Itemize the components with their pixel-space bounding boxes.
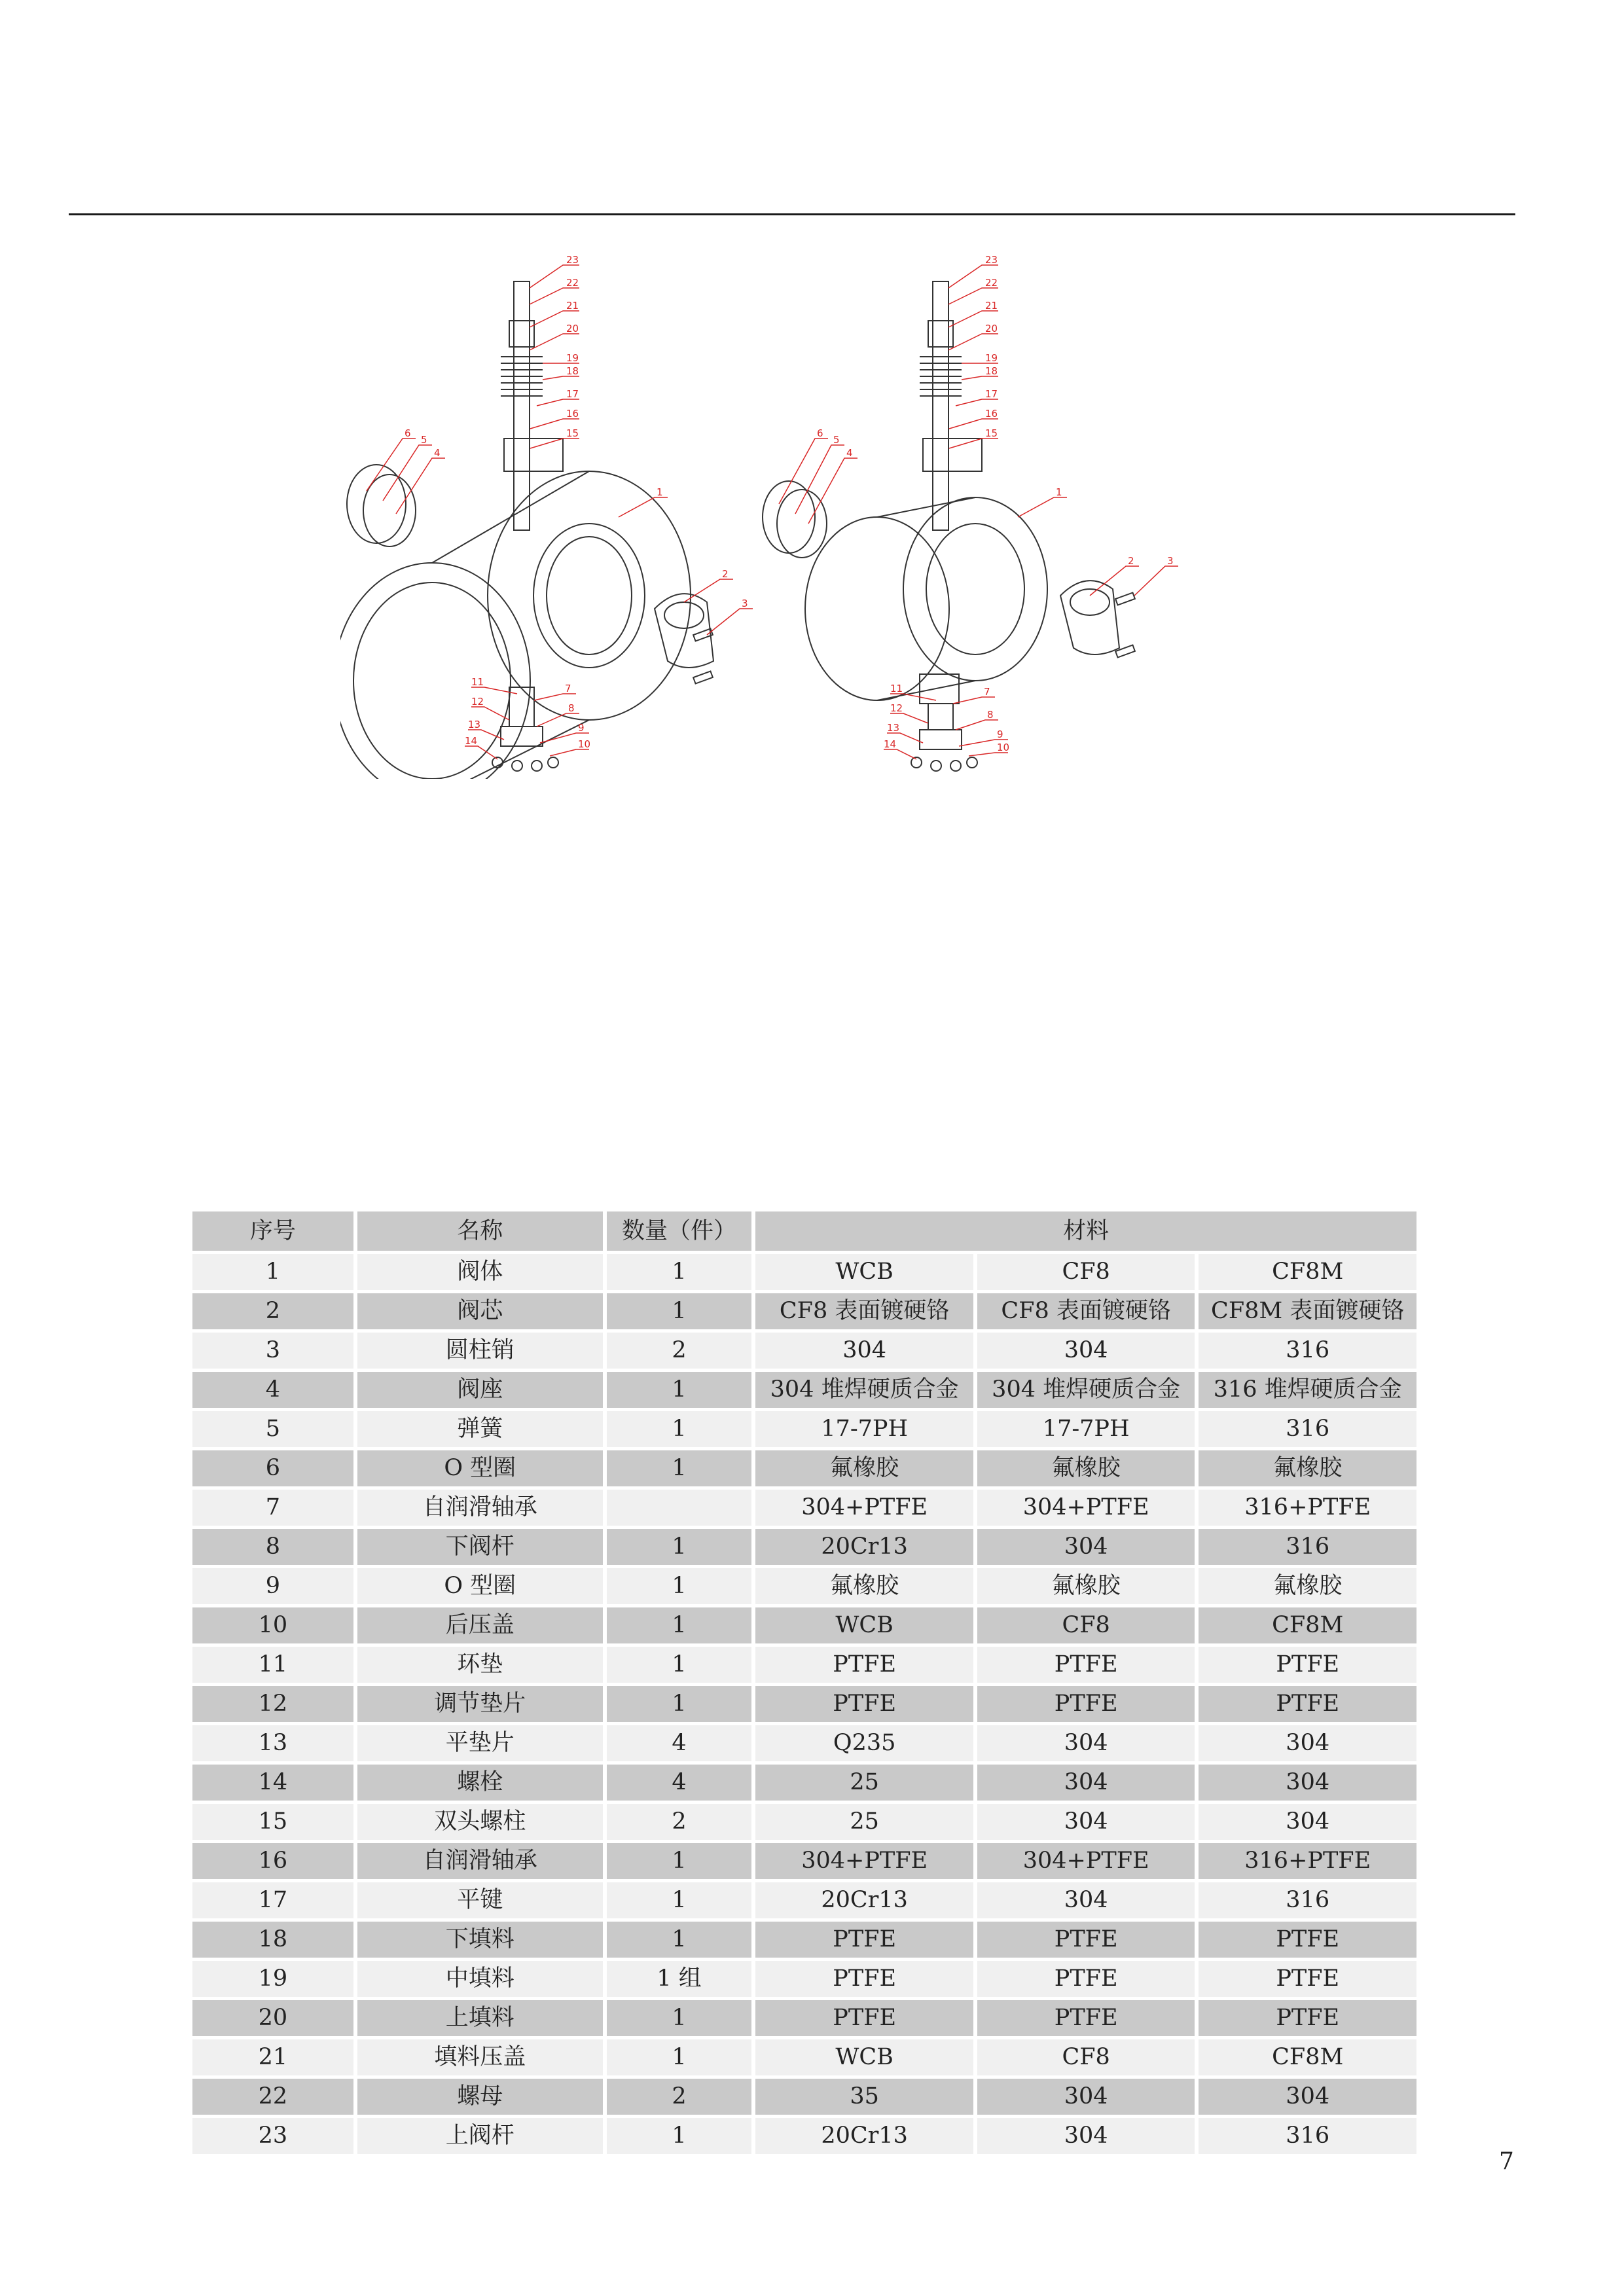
- table-cell: 12: [192, 1686, 353, 1722]
- table-cell: 304+PTFE: [977, 1490, 1195, 1526]
- table-cell: 304+PTFE: [755, 1490, 973, 1526]
- callout-label: 7: [565, 683, 571, 694]
- table-cell: 弹簧: [357, 1411, 603, 1447]
- table-cell: 17: [192, 1882, 353, 1918]
- table-cell: 304: [977, 1882, 1195, 1918]
- callout-label: 9: [578, 722, 585, 734]
- callout-label: 19: [985, 352, 998, 364]
- table-cell: 螺母: [357, 2079, 603, 2115]
- table-row: [192, 1686, 1416, 1722]
- table-cell: 13: [192, 1725, 353, 1761]
- callout-label: 12: [471, 696, 484, 708]
- callout-label: 15: [566, 427, 579, 439]
- table-cell: O 型圈: [357, 1450, 603, 1486]
- table-cell: 8: [192, 1529, 353, 1565]
- table-cell: 1: [607, 1607, 752, 1643]
- table-row: [192, 1882, 1416, 1918]
- table-cell: PTFE: [755, 1922, 973, 1958]
- callout-label: 4: [434, 447, 441, 459]
- table-cell: PTFE: [977, 2000, 1195, 2036]
- table-cell: 平垫片: [357, 1725, 603, 1761]
- callout-label: 21: [566, 300, 579, 312]
- callout-label: 3: [1167, 555, 1174, 567]
- table-row: [192, 2079, 1416, 2115]
- table-cell: 20Cr13: [755, 1882, 973, 1918]
- table-cell: 1: [607, 2000, 752, 2036]
- table-cell: 氟橡胶: [755, 1450, 973, 1486]
- table-cell: PTFE: [1199, 1686, 1416, 1722]
- callout-label: 17: [566, 388, 579, 400]
- page-number: 7: [1499, 2148, 1514, 2175]
- callout-label: 18: [566, 365, 579, 377]
- exploded-drawing-wafer: [759, 242, 1257, 779]
- callout-label: 16: [566, 408, 579, 420]
- callout-label: 8: [568, 702, 575, 714]
- table-cell: 1: [607, 1372, 752, 1408]
- table-cell: 下阀杆: [357, 1529, 603, 1565]
- table-row: [192, 1333, 1416, 1369]
- table-cell: 下填料: [357, 1922, 603, 1958]
- callout-label: 20: [985, 323, 998, 334]
- callout-label: 23: [566, 254, 579, 266]
- header-index: 序号: [192, 1211, 353, 1251]
- table-cell: 304: [1199, 1765, 1416, 1801]
- table-cell: 18: [192, 1922, 353, 1958]
- table-cell: PTFE: [755, 2000, 973, 2036]
- callout-label: 4: [846, 447, 853, 459]
- table-cell: 22: [192, 2079, 353, 2115]
- table-cell: 304: [1199, 1804, 1416, 1840]
- table-cell: 23: [192, 2118, 353, 2154]
- table-cell: 1: [192, 1254, 353, 1290]
- table-cell: 阀体: [357, 1254, 603, 1290]
- table-cell: CF8: [977, 2039, 1195, 2075]
- table-cell: 1: [607, 1293, 752, 1329]
- table-cell: PTFE: [977, 1961, 1195, 1997]
- table-cell: 21: [192, 2039, 353, 2075]
- table-cell: 304+PTFE: [755, 1843, 973, 1879]
- table-row: [192, 1843, 1416, 1879]
- table-cell: 上填料: [357, 2000, 603, 2036]
- table-row: [192, 1922, 1416, 1958]
- wafer-valve-illustration: [759, 242, 1257, 779]
- table-row: [192, 1372, 1416, 1408]
- callout-label: 12: [890, 702, 903, 714]
- table-cell: 1: [607, 1882, 752, 1918]
- callout-label: 13: [468, 719, 481, 730]
- table-cell: 25: [755, 1804, 973, 1840]
- table-row: [192, 1254, 1416, 1290]
- table-cell: CF8M: [1199, 1607, 1416, 1643]
- table-cell: 304: [755, 1333, 973, 1369]
- callout-label: 1: [657, 486, 663, 498]
- table-cell: 304: [1199, 2079, 1416, 2115]
- table-row: [192, 2039, 1416, 2075]
- header-name: 名称: [357, 1211, 603, 1251]
- parts-material-table: [189, 1208, 1420, 2157]
- table-cell: 后压盖: [357, 1607, 603, 1643]
- table-cell: 1: [607, 1450, 752, 1486]
- table-cell: CF8: [977, 1254, 1195, 1290]
- callout-label: 1: [1056, 486, 1062, 498]
- table-cell: 9: [192, 1568, 353, 1604]
- table-cell: 17-7PH: [977, 1411, 1195, 1447]
- table-cell: PTFE: [755, 1961, 973, 1997]
- table-row: [192, 1293, 1416, 1329]
- table-cell: 3: [192, 1333, 353, 1369]
- table-cell: 4: [607, 1725, 752, 1761]
- table-cell: 304+PTFE: [977, 1843, 1195, 1879]
- table-cell: 19: [192, 1961, 353, 1997]
- table-cell: 自润滑轴承: [357, 1490, 603, 1526]
- table-cell: 316: [1199, 1333, 1416, 1369]
- table-cell: PTFE: [1199, 1922, 1416, 1958]
- callout-label: 10: [997, 742, 1010, 753]
- table-cell: 16: [192, 1843, 353, 1879]
- table-cell: PTFE: [755, 1647, 973, 1683]
- table-cell: 2: [607, 1333, 752, 1369]
- table-cell: 316: [1199, 1529, 1416, 1565]
- callout-label: 5: [421, 434, 427, 446]
- table-cell: 15: [192, 1804, 353, 1840]
- callout-label: 6: [817, 427, 823, 439]
- table-cell: 填料压盖: [357, 2039, 603, 2075]
- callout-label: 13: [887, 722, 900, 734]
- table-cell: 6: [192, 1450, 353, 1486]
- table-row: [192, 2118, 1416, 2154]
- table-cell: 上阀杆: [357, 2118, 603, 2154]
- table-cell: CF8 表面镀硬铬: [977, 1293, 1195, 1329]
- callout-label: 22: [566, 277, 579, 289]
- table-cell: 中填料: [357, 1961, 603, 1997]
- table-cell: 1: [607, 1568, 752, 1604]
- table-cell: 20Cr13: [755, 2118, 973, 2154]
- table-cell: WCB: [755, 1607, 973, 1643]
- table-cell: PTFE: [977, 1647, 1195, 1683]
- table-cell: 1: [607, 2118, 752, 2154]
- callout-label: 7: [984, 686, 990, 698]
- table-cell: 1: [607, 1922, 752, 1958]
- table-row: [192, 1411, 1416, 1447]
- table-cell: 环垫: [357, 1647, 603, 1683]
- table-cell: 1: [607, 1254, 752, 1290]
- table-cell: 1: [607, 1647, 752, 1683]
- table-cell: 20: [192, 2000, 353, 2036]
- table-cell: CF8M: [1199, 1254, 1416, 1290]
- table-cell: 14: [192, 1765, 353, 1801]
- callout-label: 21: [985, 300, 998, 312]
- table-cell: 7: [192, 1490, 353, 1526]
- callout-label: 14: [465, 735, 478, 747]
- table-cell: 双头螺柱: [357, 1804, 603, 1840]
- table-cell: 1: [607, 1843, 752, 1879]
- callout-label: 15: [985, 427, 998, 439]
- table-cell: PTFE: [1199, 2000, 1416, 2036]
- table-cell: PTFE: [1199, 1961, 1416, 1997]
- table-cell: 氟橡胶: [1199, 1568, 1416, 1604]
- callout-label: 11: [471, 676, 484, 688]
- table-cell: 1: [607, 1686, 752, 1722]
- callout-label: 3: [742, 598, 748, 609]
- callout-label: 18: [985, 365, 998, 377]
- callout-label: 9: [997, 728, 1003, 740]
- table-cell: PTFE: [977, 1922, 1195, 1958]
- table-cell: 2: [607, 1804, 752, 1840]
- callout-label: 23: [985, 254, 998, 266]
- table-row: [192, 1647, 1416, 1683]
- table-cell: 调节垫片: [357, 1686, 603, 1722]
- table-cell: WCB: [755, 2039, 973, 2075]
- callout-label: 2: [722, 568, 729, 580]
- table-cell: 氟橡胶: [977, 1450, 1195, 1486]
- table-cell: CF8M: [1199, 2039, 1416, 2075]
- table-row: [192, 1804, 1416, 1840]
- callout-label: 14: [884, 738, 897, 750]
- table-cell: 17-7PH: [755, 1411, 973, 1447]
- table-body: [192, 1254, 1416, 2154]
- table-cell: 25: [755, 1765, 973, 1801]
- table-cell: 平键: [357, 1882, 603, 1918]
- header-quantity: 数量（件）: [607, 1211, 752, 1251]
- table-cell: Q235: [755, 1725, 973, 1761]
- callout-label: 11: [890, 683, 903, 694]
- table-cell: 2: [192, 1293, 353, 1329]
- table-cell: PTFE: [755, 1686, 973, 1722]
- callout-label: 10: [578, 738, 591, 750]
- table-cell: 圆柱销: [357, 1333, 603, 1369]
- table-row: [192, 1568, 1416, 1604]
- table-cell: 304: [977, 1804, 1195, 1840]
- table-cell: 氟橡胶: [1199, 1450, 1416, 1486]
- table-cell: 20Cr13: [755, 1529, 973, 1565]
- callout-label: 22: [985, 277, 998, 289]
- table-cell: 304: [1199, 1725, 1416, 1761]
- table-cell: 304: [977, 2079, 1195, 2115]
- table-cell: 304: [977, 1529, 1195, 1565]
- table-cell: 316 堆焊硬质合金: [1199, 1372, 1416, 1408]
- table-cell: 35: [755, 2079, 973, 2115]
- callout-label: 6: [405, 427, 411, 439]
- table-cell: 316: [1199, 1882, 1416, 1918]
- table-cell: CF8: [977, 1607, 1195, 1643]
- table-cell: CF8M 表面镀硬铬: [1199, 1293, 1416, 1329]
- table-cell: 304: [977, 1333, 1195, 1369]
- callout-label: 17: [985, 388, 998, 400]
- table-cell: PTFE: [977, 1686, 1195, 1722]
- table-cell: 1: [607, 1529, 752, 1565]
- callout-labels-left: [405, 254, 748, 750]
- table-cell: 5: [192, 1411, 353, 1447]
- table-cell: 316+PTFE: [1199, 1843, 1416, 1879]
- table-row: [192, 2000, 1416, 2036]
- table-cell: 304: [977, 2118, 1195, 2154]
- table-cell: 螺栓: [357, 1765, 603, 1801]
- table-cell: 阀座: [357, 1372, 603, 1408]
- table-cell: PTFE: [1199, 1647, 1416, 1683]
- table-cell: 316: [1199, 2118, 1416, 2154]
- table-row: [192, 1529, 1416, 1565]
- table-cell: 氟橡胶: [755, 1568, 973, 1604]
- table-cell: 11: [192, 1647, 353, 1683]
- callout-label: 5: [833, 434, 840, 446]
- top-rule: [69, 213, 1515, 215]
- table-cell: 4: [192, 1372, 353, 1408]
- table-cell: 阀芯: [357, 1293, 603, 1329]
- callout-label: 16: [985, 408, 998, 420]
- table-cell: 2: [607, 2079, 752, 2115]
- table-cell: WCB: [755, 1254, 973, 1290]
- table-cell: 自润滑轴承: [357, 1843, 603, 1879]
- table-cell: 1 组: [607, 1961, 752, 1997]
- table-cell: 氟橡胶: [977, 1568, 1195, 1604]
- callout-labels-right: [817, 254, 1174, 753]
- table-cell: CF8 表面镀硬铬: [755, 1293, 973, 1329]
- callout-label: 8: [987, 709, 994, 721]
- table-cell: 316: [1199, 1411, 1416, 1447]
- table-cell: 304: [977, 1725, 1195, 1761]
- table-cell: 10: [192, 1607, 353, 1643]
- header-material: 材料: [755, 1211, 1416, 1251]
- table-cell: [607, 1490, 752, 1526]
- table-cell: O 型圈: [357, 1568, 603, 1604]
- table-header-row: [192, 1211, 1416, 1251]
- table-row: [192, 1765, 1416, 1801]
- callout-label: 20: [566, 323, 579, 334]
- callout-label: 2: [1128, 555, 1134, 567]
- table-cell: 304 堆焊硬质合金: [755, 1372, 973, 1408]
- table-cell: 4: [607, 1765, 752, 1801]
- callout-label: 19: [566, 352, 579, 364]
- table-cell: 1: [607, 2039, 752, 2075]
- table-row: [192, 1450, 1416, 1486]
- table-cell: 304: [977, 1765, 1195, 1801]
- table-row: [192, 1725, 1416, 1761]
- table-cell: 304 堆焊硬质合金: [977, 1372, 1195, 1408]
- table-cell: 1: [607, 1411, 752, 1447]
- table-row: [192, 1607, 1416, 1643]
- table-row: [192, 1490, 1416, 1526]
- table-row: [192, 1961, 1416, 1997]
- table-cell: 316+PTFE: [1199, 1490, 1416, 1526]
